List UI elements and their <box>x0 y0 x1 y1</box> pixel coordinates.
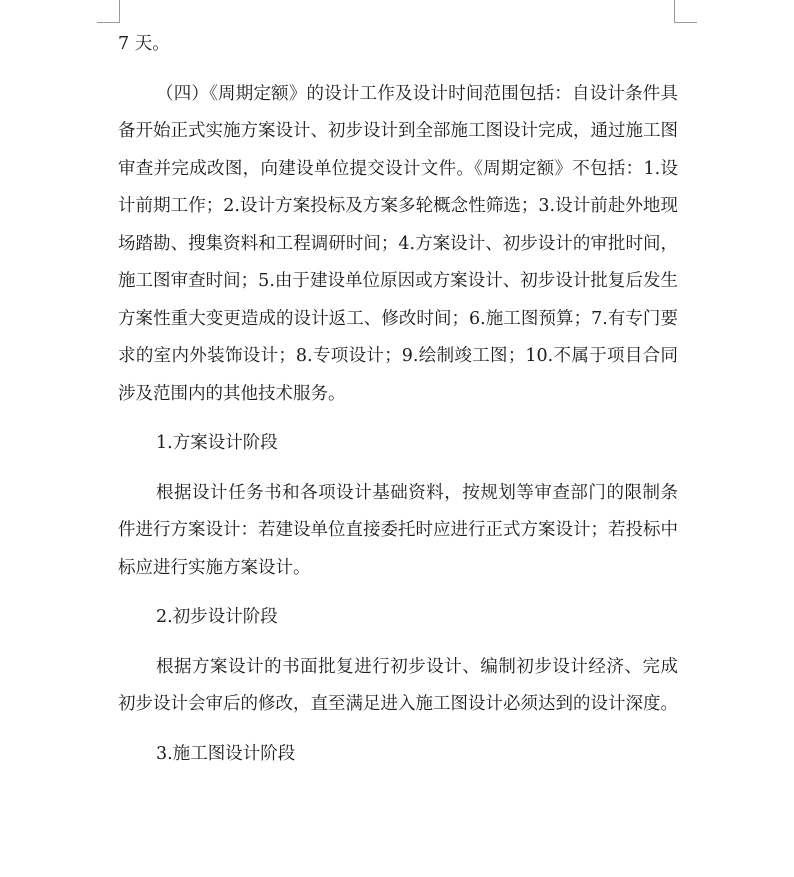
paragraph-scope: （四）《周期定额》的设计工作及设计时间范围包括：自设计条件具备开始正式实施方案设计、初步设计到全部施工图设计完成，通过施工图审查并完成改图，向建设单位提交设计文件。《周期定额》不包括：1.设计前期工作；2.设计方案投标及方案多轮概念性筛选；3.设计前赴外地现场踏勘、搜集资料和工程调研时间；4.方案设计、初步设计的审批时间，施工图审查时间；5.由于建设单位原因或方案设计、初步设计批复后发生方案性重大变更造成的设计返工、修改时间；6.施工图预算；7.有专门要求的室内外装饰设计；8.专项设计；9.绘制竣工图；10.不属于项目合同涉及范围内的其他技术服务。 <box>118 83 678 404</box>
paragraph-scheme-design: 根据设计任务书和各项设计基础资料，按规划等审查部门的限制条件进行方案设计：若建设单位直接委托时应进行正式方案设计；若投标中标应进行实施方案设计。 <box>118 482 678 578</box>
heading-scheme-design-stage: 1.方案设计阶段 <box>156 433 278 453</box>
paragraph-continuation: 7 天。 <box>118 34 170 54</box>
margin-corner-mark-left <box>97 0 120 23</box>
heading-preliminary-design-stage: 2.初步设计阶段 <box>156 607 278 627</box>
paragraph-preliminary-design: 根据方案设计的书面批复进行初步设计、编制初步设计经济、完成初步设计会审后的修改，直至满足进入施工图设计必须达到的设计深度。 <box>118 656 678 714</box>
heading-construction-drawing-stage: 3.施工图设计阶段 <box>156 743 296 764</box>
margin-corner-mark-right <box>674 0 697 23</box>
document-body <box>118 26 678 773</box>
